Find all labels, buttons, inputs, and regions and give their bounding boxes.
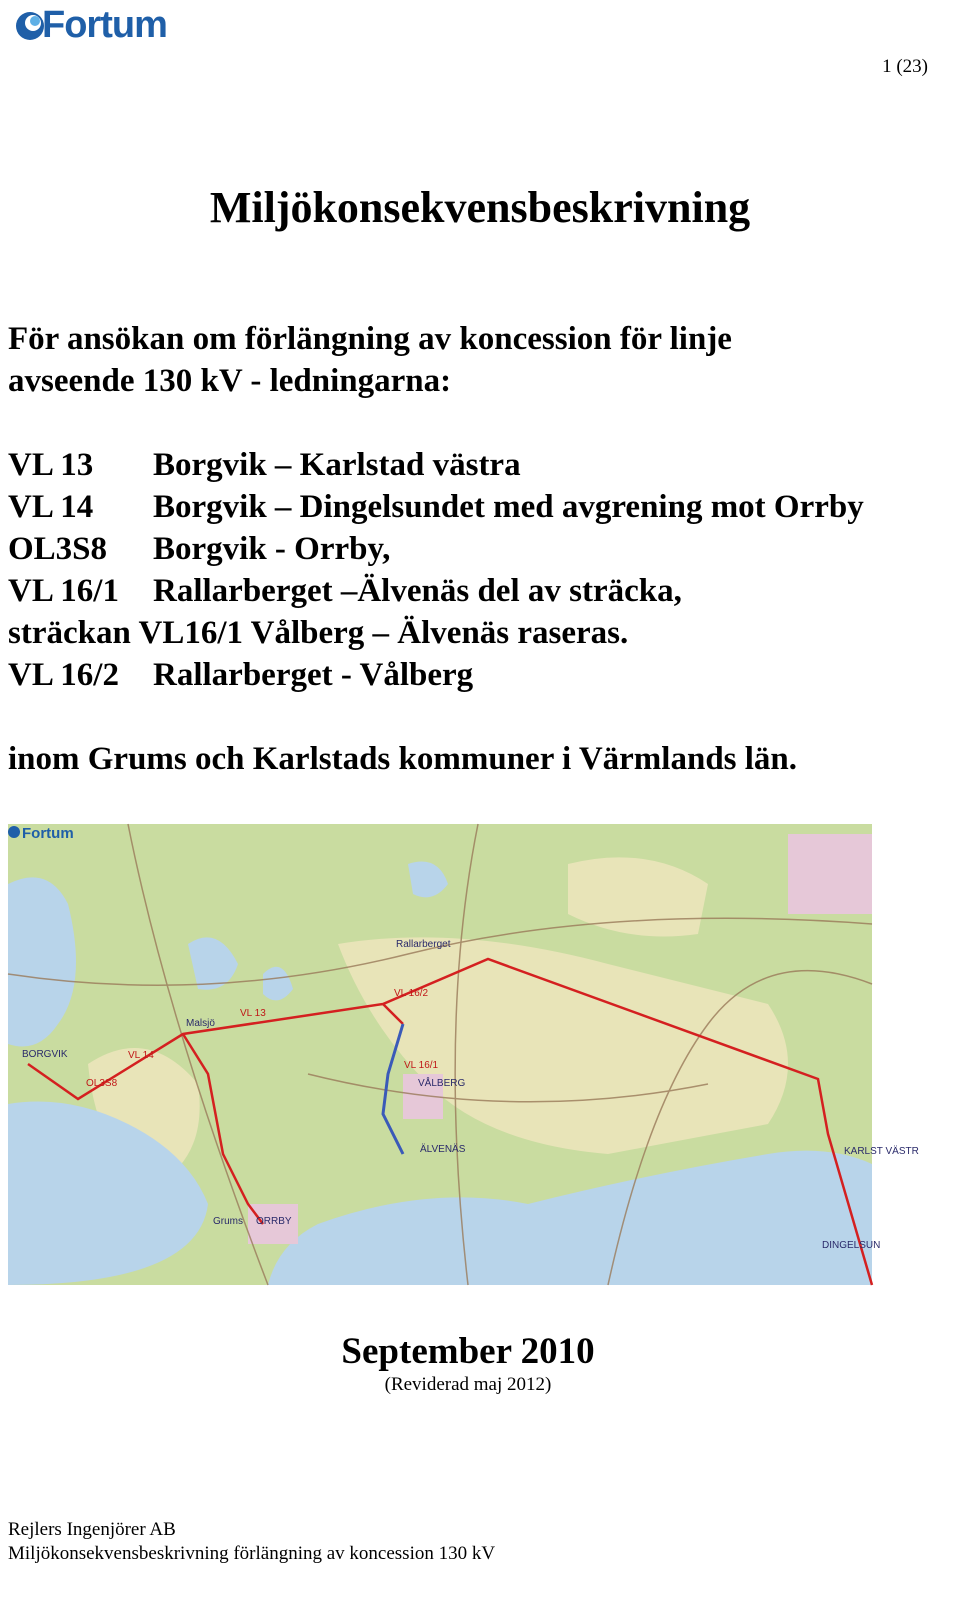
intro-text bbox=[8, 318, 732, 402]
map-place-label: Grums bbox=[213, 1216, 243, 1227]
line-desc: Borgvik – Dingelsundet med avgrening mot Orrby bbox=[153, 489, 864, 525]
revision-note: (Reviderad maj 2012) bbox=[384, 1374, 552, 1395]
line-code: VL 14 bbox=[8, 489, 94, 525]
line-code: VL 16/2 bbox=[8, 657, 119, 693]
intro-line-2: avseende 130 kV - ledningarna: bbox=[8, 363, 452, 399]
map-place-label: DINGELSUN bbox=[822, 1240, 881, 1251]
line-code: VL 16/1 bbox=[8, 573, 119, 609]
map-logo-icon bbox=[8, 826, 20, 838]
line-list bbox=[8, 444, 958, 696]
line-row bbox=[8, 654, 958, 696]
line-code: OL3S8 bbox=[8, 531, 108, 567]
map-place-label: KARLST VÄSTR bbox=[844, 1146, 919, 1157]
map-line-label: OL3S8 bbox=[86, 1078, 118, 1089]
map-line-label: VL 16/2 bbox=[394, 988, 429, 999]
map-logo-text: Fortum bbox=[22, 825, 74, 842]
route-map bbox=[8, 824, 919, 1285]
line-row bbox=[8, 444, 958, 486]
document-title: Miljökonsekvensbeskrivning bbox=[209, 183, 751, 232]
map-line-label: VL 14 bbox=[128, 1050, 154, 1061]
map-place-label: ORRBY bbox=[256, 1216, 292, 1227]
map-place-label: ÄLVENÄS bbox=[420, 1144, 466, 1155]
map-line-label: VL 16/1 bbox=[404, 1060, 439, 1071]
fortum-logo bbox=[14, 6, 184, 46]
map-place-label: Malsjö bbox=[186, 1018, 215, 1029]
map-place-label: BORGVIK bbox=[22, 1049, 68, 1060]
map-line-label: VL 13 bbox=[240, 1008, 266, 1019]
map-place-label: Rallarberget bbox=[396, 939, 451, 950]
region-text: inom Grums och Karlstads kommuner i Värmlands län. bbox=[8, 741, 798, 777]
map-place-label: VÅLBERG bbox=[418, 1078, 466, 1089]
line-desc: Borgvik – Karlstad västra bbox=[153, 447, 521, 483]
line-desc: Borgvik - Orrby, bbox=[153, 531, 391, 567]
line-row bbox=[8, 486, 958, 528]
line-code: VL 13 bbox=[8, 447, 94, 483]
intro-line-1: För ansökan om förlängning av koncession för linje bbox=[8, 321, 732, 357]
line-row bbox=[8, 570, 958, 612]
logo-wordmark: Fortum bbox=[42, 4, 167, 46]
footer-document: Miljökonsekvensbeskrivning förlängning av koncession 130 kV bbox=[8, 1543, 496, 1564]
line-desc: Rallarberget –Älvenäs del av sträcka, bbox=[153, 573, 682, 609]
map-graphic bbox=[8, 824, 919, 1285]
line-desc: Rallarberget - Vålberg bbox=[153, 657, 474, 693]
line-row bbox=[8, 612, 958, 654]
line-row bbox=[8, 528, 958, 570]
page-number: 1 (23) bbox=[882, 56, 928, 77]
document-date: September 2010 bbox=[341, 1331, 595, 1372]
footer-company: Rejlers Ingenjörer AB bbox=[8, 1519, 176, 1540]
line-desc: sträckan VL16/1 Vålberg – Älvenäs raseras. bbox=[8, 615, 629, 651]
